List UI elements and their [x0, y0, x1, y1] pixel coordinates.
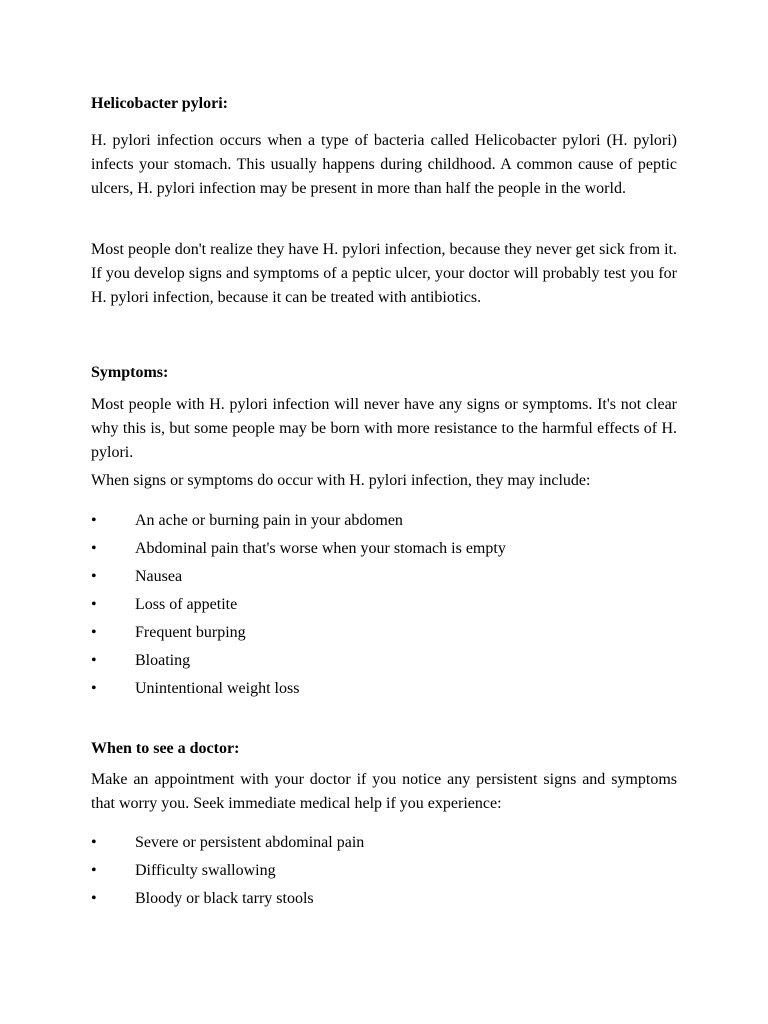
bullet-icon: • [91, 652, 97, 669]
heading-symptoms: Symptoms: [91, 364, 169, 381]
bullet-icon: • [91, 680, 97, 697]
bullet-icon: • [91, 596, 97, 613]
list-item-text: An ache or burning pain in your abdomen [135, 512, 403, 529]
paragraph-appointment: Make an appointment with your doctor if you notice any persistent signs and symptoms that worry you. Seek immediate medical help if you experience: [91, 771, 677, 812]
list-item-text: Bloody or black tarry stools [135, 890, 314, 907]
list-item-text: Loss of appetite [135, 596, 238, 613]
bullet-icon: • [91, 890, 97, 907]
heading-when-to-see-doctor: When to see a doctor: [91, 740, 240, 757]
paragraph-intro: H. pylori infection occurs when a type of bacteria called Helicobacter pylori (H. pylori) infects your stomach. This usually happens during childhood. A common cause of peptic ulcers, H. pylori infection may be present in more than half the people in the world. [91, 132, 677, 197]
bullet-icon: • [91, 834, 97, 851]
bullet-icon: • [91, 624, 97, 641]
bullet-icon: • [91, 862, 97, 879]
list-item-text: Severe or persistent abdominal pain [135, 834, 365, 851]
list-item-text: Unintentional weight loss [135, 680, 300, 697]
bullet-icon: • [91, 568, 97, 585]
list-item-text: Difficulty swallowing [135, 862, 276, 879]
bullet-icon: • [91, 512, 97, 529]
list-item-text: Bloating [135, 652, 191, 669]
paragraph-realize: Most people don't realize they have H. pylori infection, because they never get sick from it. If you develop signs and symptoms of a peptic ulcer, your doctor will probably test you for H. pylori infection, because it can be treated with antibiotics. [91, 241, 677, 306]
bullet-icon: • [91, 540, 97, 557]
list-item-text: Nausea [135, 568, 183, 585]
heading-helicobacter-pylori: Helicobacter pylori: [91, 95, 228, 112]
list-item-text: Frequent burping [135, 624, 246, 641]
paragraph-no-symptoms: Most people with H. pylori infection will never have any signs or symptoms. It's not clear why this is, but some people may be born with more resistance to the harmful effects of H. pylori. [91, 396, 677, 461]
list-item-text: Abdominal pain that's worse when your stomach is empty [135, 540, 506, 557]
paragraph-symptoms-include: When signs or symptoms do occur with H. pylori infection, they may include: [91, 472, 591, 489]
